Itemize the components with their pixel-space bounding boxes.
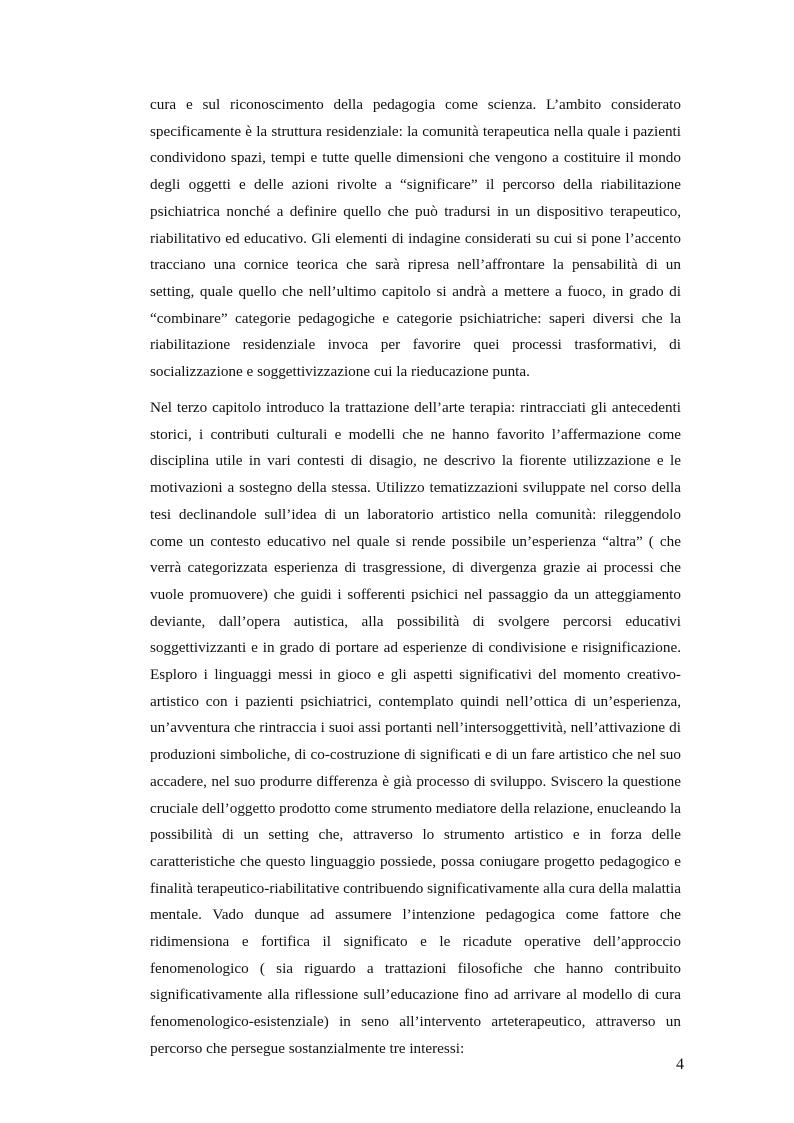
body-paragraph-2: Nel terzo capitolo introduco la trattazione dell’arte terapia: rintracciati gli antecedenti storici, i contributi culturali e modelli che ne hanno favorito l’affermazione come disciplina utile in vari contesti di disagio, ne descrivo la fiorente utilizzazione e le motivazioni a sostegno della stessa. Utilizzo tematizzazioni sviluppate nel corso della tesi declinandole sull’idea di un laboratorio artistico nella comunità: rileggendolo come un contesto educativo nel quale si rende possibile un’esperienza “altra” ( che verrà categorizzata esperienza di trasgressione, di divergenza grazie ai processi che vuole promuovere) che guidi i sofferenti psichici nel passaggio da un atteggiamento deviante, dall’opera autistica, alla possibilità di svolgere percorsi educativi soggettivizzanti e in grado di portare ad esperienze di condivisione e risignificazione. Esploro i linguaggi messi in gioco e gli aspetti significativi del momento creativo-artistico con i pazienti psichiatrici, contemplato quindi nell’ottica di un’esperienza, un’avventura che rintraccia i suoi assi portanti nell’intersoggettività, nell’attivazione di produzioni simboliche, di co-costruzione di significati e di un fare artistico che nel suo accadere, nel suo produrre differenza è già processo di sviluppo. Sviscero la questione cruciale dell’oggetto prodotto come strumento mediatore della relazione, enucleando la possibilità di un setting che, attraverso lo strumento artistico e in forza delle caratteristiche che questo linguaggio possiede, possa coniugare progetto pedagogico e finalità terapeutico-riabilitative contribuendo significativamente alla cura della malattia mentale. Vado dunque ad assumere l’intenzione pedagogica come fattore che ridimensiona e fortifica il significato e le ricadute operative dell’approccio fenomenologico ( sia riguardo a trattazioni filosofiche che hanno contribuito significativamente alla riflessione sull’educazione fino ad arrivare al modello di cura fenomenologico-esistenziale) in seno all’intervento arteterapeutico, attraverso un percorso che persegue sostanzialmente tre interessi: xyxy=(150,399,681,1057)
page-number: 4 xyxy=(676,1056,684,1073)
body-paragraph-1: cura e sul riconoscimento della pedagogia come scienza. L’ambito considerato specificamente è la struttura residenziale: la comunità terapeutica nella quale i pazienti condividono spazi, tempi e tutte quelle dimensioni che vengono a costituire il mondo degli oggetti e delle azioni rivolte a “significare” il percorso della riabilitazione psichiatrica nonché a definire quello che può tradursi in un dispositivo terapeutico, riabilitativo ed educativo. Gli elementi di indagine considerati su cui si pone l’accento tracciano una cornice teorica che sarà ripresa nell’affrontare la pensabilità di un setting, quale quello che nell’ultimo capitolo si andrà a mettere a fuoco, in grado di “combinare” categorie pedagogiche e categorie psichiatriche: saperi diversi che la riabilitazione residenziale invoca per favorire quei processi trasformativi, di socializzazione e soggettivizzazione cui la rieducazione punta. xyxy=(150,96,681,381)
